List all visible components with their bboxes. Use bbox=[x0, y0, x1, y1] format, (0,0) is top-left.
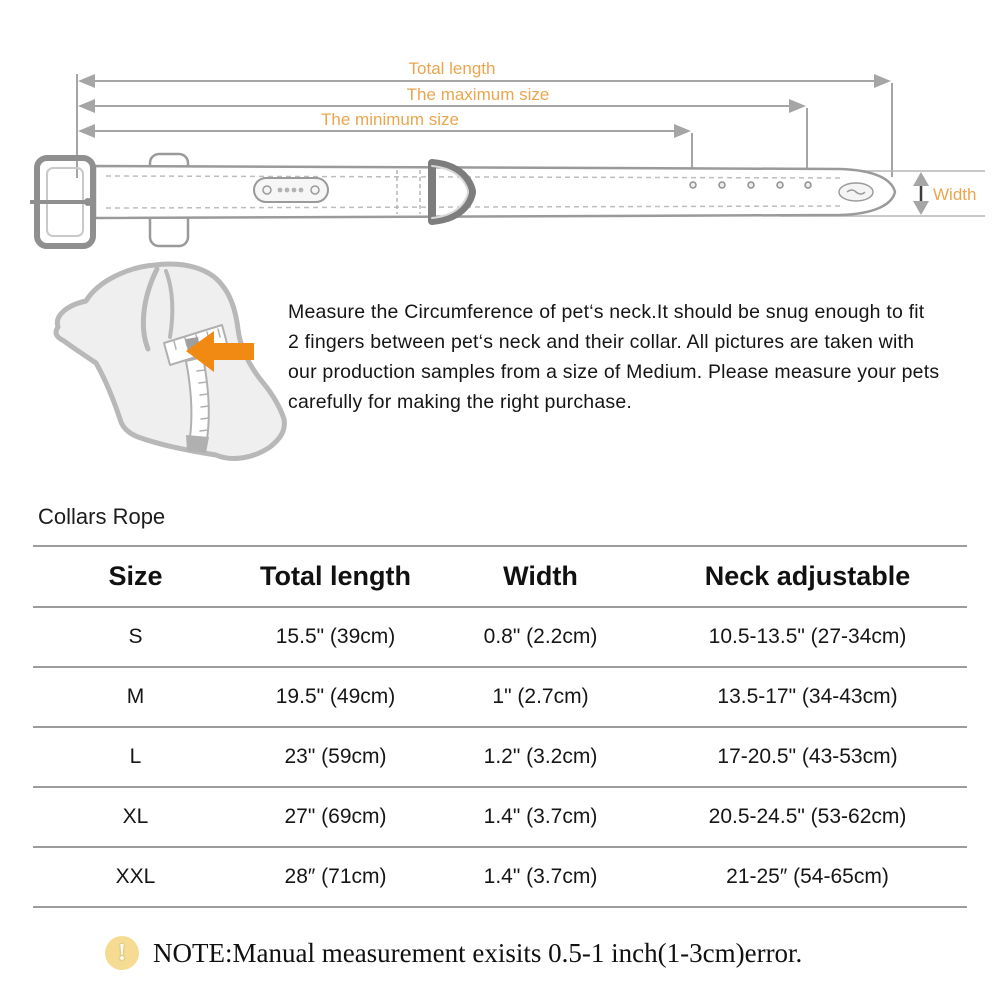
cell-size: M bbox=[126, 685, 145, 708]
maximum-size-label: The maximum size bbox=[406, 85, 550, 104]
table-row bbox=[33, 847, 967, 907]
cell-neck: 17-20.5" (43-53cm) bbox=[717, 745, 898, 768]
table-row bbox=[33, 787, 967, 847]
width-label: Width bbox=[933, 185, 977, 204]
cell-total-length: 28″ (71cm) bbox=[284, 865, 387, 888]
cell-neck: 13.5-17" (34-43cm) bbox=[717, 685, 898, 708]
cell-neck: 10.5-13.5" (27-34cm) bbox=[708, 625, 907, 648]
collar-tip-logo bbox=[839, 183, 873, 201]
table-row bbox=[33, 607, 967, 667]
cell-width: 1.4" (3.7cm) bbox=[483, 865, 598, 888]
minimum-size-label: The minimum size bbox=[321, 110, 459, 129]
header-total-length: Total length bbox=[260, 561, 411, 591]
table-row bbox=[33, 727, 967, 787]
cell-width: 1" (2.7cm) bbox=[492, 685, 589, 708]
header-neck-adjustable: Neck adjustable bbox=[704, 561, 911, 591]
size-table bbox=[33, 545, 967, 908]
exclamation-icon: ! bbox=[105, 936, 139, 970]
section-title: Collars Rope bbox=[38, 504, 166, 529]
cell-neck: 21-25″ (54-65cm) bbox=[726, 865, 889, 888]
cell-width: 0.8" (2.2cm) bbox=[483, 625, 598, 648]
cell-neck: 20.5-24.5" (53-62cm) bbox=[708, 805, 907, 828]
width-arrow bbox=[913, 172, 929, 215]
cell-size: S bbox=[128, 625, 143, 648]
cell-total-length: 19.5" (49cm) bbox=[275, 685, 396, 708]
collar-diagram bbox=[0, 50, 1000, 260]
cell-total-length: 23" (59cm) bbox=[284, 745, 387, 768]
collar-brand-plate bbox=[254, 178, 328, 202]
note-row bbox=[105, 936, 802, 970]
cell-total-length: 15.5" (39cm) bbox=[275, 625, 396, 648]
cell-total-length: 27" (69cm) bbox=[284, 805, 387, 828]
collar-illustration bbox=[30, 154, 895, 246]
collar-strap bbox=[95, 166, 895, 218]
measure-instructions: Measure the Circumference of pet‘s neck.It should be snug enough to fit 2 fingers between pet‘s neck and their collar. All pictures are taken with our production samples from a size of Medium. Please measure your pets carefully for making the right purchase. bbox=[288, 301, 940, 413]
total-length-label: Total length bbox=[408, 59, 496, 78]
collar-buckle bbox=[30, 158, 93, 246]
cell-width: 1.2" (3.2cm) bbox=[483, 745, 598, 768]
header-width: Width bbox=[503, 561, 578, 591]
cell-width: 1.4" (3.7cm) bbox=[483, 805, 598, 828]
table-row bbox=[33, 667, 967, 727]
note-text: NOTE:Manual measurement exisits 0.5-1 inch(1-3cm)error. bbox=[153, 937, 803, 968]
cell-size: L bbox=[129, 745, 142, 768]
dog-measure-illustration bbox=[40, 255, 300, 470]
header-size: Size bbox=[108, 561, 163, 591]
table-header-row bbox=[33, 546, 967, 607]
cell-size: XL bbox=[122, 805, 149, 828]
cell-size: XXL bbox=[115, 865, 156, 888]
